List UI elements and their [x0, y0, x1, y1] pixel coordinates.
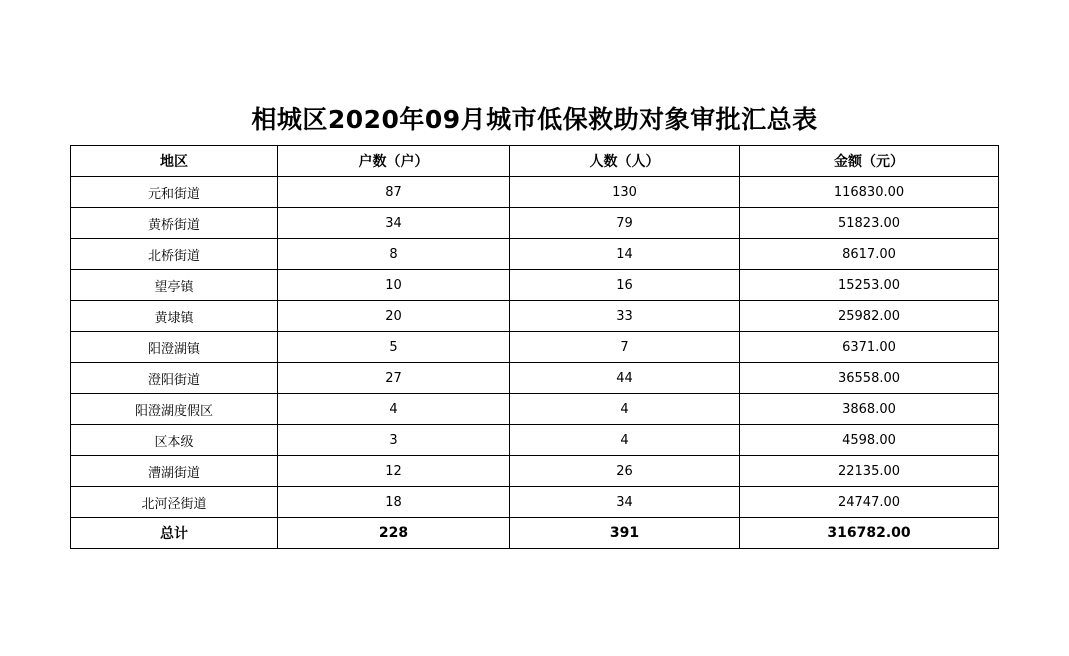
cell-amount: 3868.00	[740, 394, 999, 425]
total-row	[71, 518, 999, 549]
table-row	[71, 270, 999, 301]
table-row	[71, 177, 999, 208]
cell-persons: 34	[510, 487, 740, 518]
cell-households: 5	[278, 332, 510, 363]
cell-households: 4	[278, 394, 510, 425]
cell-region: 元和街道	[71, 177, 278, 208]
table-row	[71, 363, 999, 394]
cell-persons: 79	[510, 208, 740, 239]
cell-persons: 4	[510, 425, 740, 456]
table-row	[71, 394, 999, 425]
cell-households: 27	[278, 363, 510, 394]
cell-amount: 25982.00	[740, 301, 999, 332]
cell-amount: 24747.00	[740, 487, 999, 518]
summary-table	[70, 145, 999, 549]
cell-persons: 4	[510, 394, 740, 425]
cell-amount: 4598.00	[740, 425, 999, 456]
table-row	[71, 301, 999, 332]
cell-households: 10	[278, 270, 510, 301]
cell-region: 北河泾街道	[71, 487, 278, 518]
cell-region: 黄埭镇	[71, 301, 278, 332]
table-row	[71, 332, 999, 363]
cell-amount: 22135.00	[740, 456, 999, 487]
total-amount: 316782.00	[740, 518, 999, 549]
cell-amount: 6371.00	[740, 332, 999, 363]
cell-households: 20	[278, 301, 510, 332]
cell-amount: 116830.00	[740, 177, 999, 208]
cell-region: 阳澄湖镇	[71, 332, 278, 363]
total-label: 总计	[71, 518, 278, 549]
cell-households: 34	[278, 208, 510, 239]
total-households: 228	[278, 518, 510, 549]
cell-persons: 26	[510, 456, 740, 487]
cell-persons: 16	[510, 270, 740, 301]
cell-region: 漕湖街道	[71, 456, 278, 487]
header-persons: 人数（人）	[510, 146, 740, 177]
cell-amount: 15253.00	[740, 270, 999, 301]
cell-region: 阳澄湖度假区	[71, 394, 278, 425]
cell-region: 北桥街道	[71, 239, 278, 270]
cell-persons: 7	[510, 332, 740, 363]
cell-region: 望亭镇	[71, 270, 278, 301]
cell-households: 8	[278, 239, 510, 270]
cell-persons: 33	[510, 301, 740, 332]
cell-region: 区本级	[71, 425, 278, 456]
header-amount: 金额（元）	[740, 146, 999, 177]
cell-households: 3	[278, 425, 510, 456]
total-persons: 391	[510, 518, 740, 549]
cell-persons: 44	[510, 363, 740, 394]
cell-amount: 8617.00	[740, 239, 999, 270]
table-row	[71, 487, 999, 518]
table-row	[71, 425, 999, 456]
cell-region: 黄桥街道	[71, 208, 278, 239]
table-row	[71, 456, 999, 487]
cell-households: 18	[278, 487, 510, 518]
header-households: 户数（户）	[278, 146, 510, 177]
cell-persons: 130	[510, 177, 740, 208]
cell-persons: 14	[510, 239, 740, 270]
table-row	[71, 239, 999, 270]
header-region: 地区	[71, 146, 278, 177]
table-header-row	[71, 146, 999, 177]
cell-amount: 51823.00	[740, 208, 999, 239]
page-title: 相城区2020年09月城市低保救助对象审批汇总表	[251, 105, 818, 134]
cell-amount: 36558.00	[740, 363, 999, 394]
cell-households: 12	[278, 456, 510, 487]
cell-households: 87	[278, 177, 510, 208]
cell-region: 澄阳街道	[71, 363, 278, 394]
table-row	[71, 208, 999, 239]
